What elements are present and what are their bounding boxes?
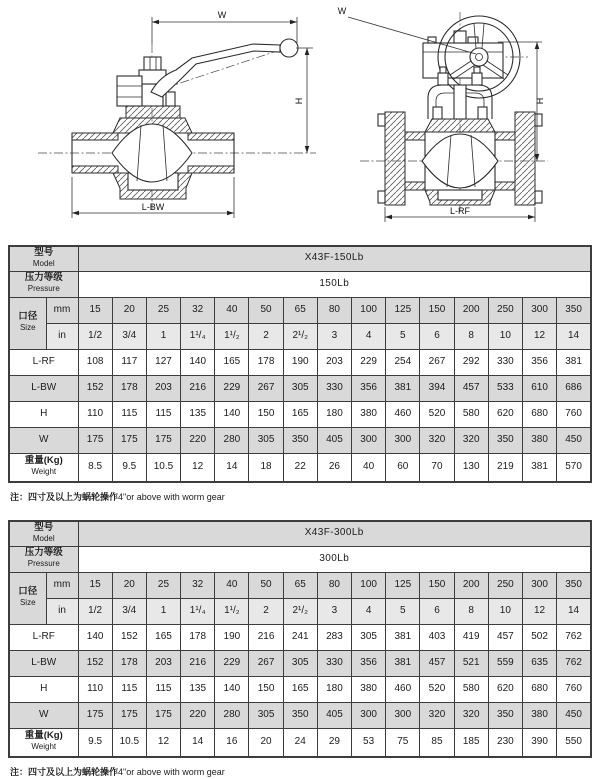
value-cell: 320	[420, 427, 454, 453]
spec-row	[9, 702, 591, 728]
size-mm-cell: 250	[488, 297, 522, 323]
spec-row	[9, 349, 591, 375]
size-in-cell: 1	[146, 323, 180, 349]
spec-row	[9, 676, 591, 702]
value-cell: 356	[522, 349, 556, 375]
value-cell: 403	[420, 624, 454, 650]
left-flange	[385, 112, 405, 205]
value-cell: 9.5	[112, 453, 146, 482]
value-cell: 533	[488, 375, 522, 401]
value-cell: 283	[317, 624, 351, 650]
spec-row	[9, 650, 591, 676]
value-cell: 110	[78, 676, 112, 702]
value-cell: 115	[146, 676, 180, 702]
value-cell: 22	[283, 453, 317, 482]
value-cell: 330	[317, 375, 351, 401]
lever-valve-drawing	[0, 0, 330, 245]
size-mm-cell: 32	[181, 572, 215, 598]
row-label: H	[9, 401, 78, 427]
size-mm-cell: 15	[78, 297, 112, 323]
dimensions	[72, 10, 313, 218]
value-cell: 381	[386, 375, 420, 401]
value-cell: 115	[146, 401, 180, 427]
value-cell: 178	[181, 624, 215, 650]
value-cell: 135	[181, 676, 215, 702]
value-cell: 762	[557, 650, 591, 676]
size-in-cell: 1	[146, 598, 180, 624]
size-in-cell: 1/2	[78, 598, 112, 624]
size-in-cell: 8	[454, 323, 488, 349]
value-cell: 216	[181, 375, 215, 401]
value-cell: 320	[420, 702, 454, 728]
value-cell: 165	[215, 349, 249, 375]
value-cell: 521	[454, 650, 488, 676]
spec-table-150lb	[8, 245, 592, 483]
value-cell: 152	[112, 624, 146, 650]
value-cell: 267	[249, 650, 283, 676]
size-mm-cell: 150	[420, 572, 454, 598]
value-cell: 405	[317, 702, 351, 728]
spec-row	[9, 624, 591, 650]
size-mm-cell: 300	[522, 297, 556, 323]
value-cell: 165	[283, 676, 317, 702]
dim-w-label: W	[337, 6, 347, 16]
size-in-cell: 3	[317, 598, 351, 624]
value-cell: 570	[557, 453, 591, 482]
value-cell: 216	[181, 650, 215, 676]
value-cell: 350	[488, 427, 522, 453]
value-cell: 26	[317, 453, 351, 482]
size-in-cell: 14	[557, 323, 591, 349]
size-in-cell: 4	[352, 598, 386, 624]
size-mm-cell: 150	[420, 297, 454, 323]
value-cell: 320	[454, 702, 488, 728]
size-mm-cell: 32	[181, 297, 215, 323]
value-cell: 559	[488, 650, 522, 676]
value-cell: 178	[112, 375, 146, 401]
value-cell: 190	[215, 624, 249, 650]
spec-row	[9, 453, 591, 482]
value-cell: 350	[283, 427, 317, 453]
row-label: L-BW	[9, 650, 78, 676]
value-cell: 254	[386, 349, 420, 375]
value-cell: 300	[386, 427, 420, 453]
value-cell: 20	[249, 728, 283, 757]
value-cell: 220	[181, 702, 215, 728]
size-in-cell: 2¹/₂	[283, 598, 317, 624]
row-label: 重量(Kg) Weight	[9, 453, 78, 482]
value-cell: 175	[146, 427, 180, 453]
value-cell: 150	[249, 676, 283, 702]
value-cell: 127	[146, 349, 180, 375]
size-in-cell: 14	[557, 598, 591, 624]
value-cell: 165	[283, 401, 317, 427]
size-in-cell: 10	[488, 598, 522, 624]
size-mm-cell: 350	[557, 297, 591, 323]
size-in-cell: 3/4	[112, 323, 146, 349]
value-cell: 380	[522, 702, 556, 728]
value-cell: 760	[557, 401, 591, 427]
model-label: 型号 Model	[9, 246, 78, 271]
value-cell: 460	[386, 676, 420, 702]
value-cell: 165	[146, 624, 180, 650]
value-cell: 580	[454, 401, 488, 427]
pressure-label: 压力等级 Pressure	[9, 271, 78, 297]
value-cell: 216	[249, 624, 283, 650]
value-cell: 117	[112, 349, 146, 375]
value-cell: 635	[522, 650, 556, 676]
row-label: W	[9, 702, 78, 728]
value-cell: 620	[488, 401, 522, 427]
value-cell: 305	[249, 427, 283, 453]
value-cell: 330	[488, 349, 522, 375]
value-cell: 70	[420, 453, 454, 482]
value-cell: 380	[522, 427, 556, 453]
value-cell: 419	[454, 624, 488, 650]
size-in-cell: 1¹/₂	[215, 323, 249, 349]
valve-body	[378, 112, 542, 205]
value-cell: 219	[488, 453, 522, 482]
right-flange	[515, 112, 535, 205]
value-cell: 230	[488, 728, 522, 757]
size-in-cell: 3	[317, 323, 351, 349]
dim-lbw-label: L-BW	[141, 202, 165, 212]
size-in-cell: 3/4	[112, 598, 146, 624]
value-cell: 229	[215, 650, 249, 676]
value-cell: 381	[386, 624, 420, 650]
row-label: H	[9, 676, 78, 702]
value-cell: 680	[522, 676, 556, 702]
size-mm-cell: 40	[215, 297, 249, 323]
model-value: X43F-300Lb	[78, 521, 591, 546]
row-label: L-BW	[9, 375, 78, 401]
size-in-cell: 8	[454, 598, 488, 624]
value-cell: 280	[215, 702, 249, 728]
value-cell: 380	[352, 401, 386, 427]
value-cell: 580	[454, 676, 488, 702]
size-in-cell: 4	[352, 323, 386, 349]
gear-valve-drawing	[330, 0, 600, 245]
value-cell: 14	[215, 453, 249, 482]
unit-mm: mm	[46, 572, 78, 598]
row-label: L-RF	[9, 349, 78, 375]
value-cell: 457	[488, 624, 522, 650]
value-cell: 300	[352, 702, 386, 728]
size-mm-cell: 100	[352, 297, 386, 323]
value-cell: 175	[78, 702, 112, 728]
size-in-cell: 6	[420, 598, 454, 624]
value-cell: 320	[454, 427, 488, 453]
value-cell: 381	[522, 453, 556, 482]
value-cell: 305	[352, 624, 386, 650]
spec-row	[9, 375, 591, 401]
dim-h-label: H	[294, 97, 304, 105]
value-cell: 350	[283, 702, 317, 728]
size-label: 口径 Size	[9, 297, 46, 349]
value-cell: 29	[317, 728, 351, 757]
value-cell: 292	[454, 349, 488, 375]
value-cell: 110	[78, 401, 112, 427]
gearbox	[423, 31, 503, 78]
size-mm-cell: 65	[283, 297, 317, 323]
valve-body	[72, 118, 234, 199]
value-cell: 178	[112, 650, 146, 676]
value-cell: 450	[557, 427, 591, 453]
spec-table-300lb	[8, 520, 592, 758]
value-cell: 135	[181, 401, 215, 427]
model-value: X43F-150Lb	[78, 246, 591, 271]
size-mm-row	[9, 572, 591, 598]
value-cell: 305	[283, 375, 317, 401]
value-cell: 330	[317, 650, 351, 676]
value-cell: 185	[454, 728, 488, 757]
size-mm-cell: 100	[352, 572, 386, 598]
size-mm-cell: 80	[317, 572, 351, 598]
value-cell: 502	[522, 624, 556, 650]
value-cell: 108	[78, 349, 112, 375]
value-cell: 381	[557, 349, 591, 375]
value-cell: 14	[181, 728, 215, 757]
size-in-cell: 1¹/₂	[215, 598, 249, 624]
size-mm-row	[9, 297, 591, 323]
dim-h-label: H	[535, 97, 545, 105]
size-in-cell: 5	[386, 598, 420, 624]
value-cell: 305	[283, 650, 317, 676]
model-row	[9, 521, 591, 546]
value-cell: 24	[283, 728, 317, 757]
value-cell: 381	[386, 650, 420, 676]
value-cell: 356	[352, 375, 386, 401]
value-cell: 220	[181, 427, 215, 453]
value-cell: 18	[249, 453, 283, 482]
value-cell: 550	[557, 728, 591, 757]
size-mm-cell: 25	[146, 572, 180, 598]
value-cell: 175	[78, 427, 112, 453]
table-note: 注：四寸及以上为蜗轮操作4"or above with worm gear	[10, 767, 225, 777]
value-cell: 140	[215, 676, 249, 702]
pressure-row	[9, 546, 591, 572]
value-cell: 356	[352, 650, 386, 676]
value-cell: 140	[181, 349, 215, 375]
size-in-cell: 2	[249, 323, 283, 349]
row-label: L-RF	[9, 624, 78, 650]
row-label: 重量(Kg) Weight	[9, 728, 78, 757]
value-cell: 8.5	[78, 453, 112, 482]
value-cell: 175	[146, 702, 180, 728]
value-cell: 267	[420, 349, 454, 375]
value-cell: 300	[386, 702, 420, 728]
pressure-label: 压力等级 Pressure	[9, 546, 78, 572]
value-cell: 152	[78, 375, 112, 401]
spec-table-body	[9, 349, 591, 482]
value-cell: 75	[386, 728, 420, 757]
value-cell: 203	[317, 349, 351, 375]
size-mm-cell: 20	[112, 572, 146, 598]
value-cell: 190	[283, 349, 317, 375]
size-in-cell: 2	[249, 598, 283, 624]
value-cell: 520	[420, 401, 454, 427]
value-cell: 180	[317, 401, 351, 427]
size-in-cell: 1¹/₄	[181, 598, 215, 624]
size-mm-cell: 50	[249, 297, 283, 323]
size-mm-cell: 25	[146, 297, 180, 323]
value-cell: 762	[557, 624, 591, 650]
row-label: W	[9, 427, 78, 453]
size-in-cell: 6	[420, 323, 454, 349]
pressure-row	[9, 271, 591, 297]
valve-drawings	[0, 0, 600, 245]
value-cell: 40	[352, 453, 386, 482]
pressure-value: 300Lb	[78, 546, 591, 572]
value-cell: 457	[420, 650, 454, 676]
value-cell: 140	[215, 401, 249, 427]
value-cell: 305	[249, 702, 283, 728]
value-cell: 457	[454, 375, 488, 401]
unit-in: in	[46, 323, 78, 349]
value-cell: 241	[283, 624, 317, 650]
value-cell: 380	[352, 676, 386, 702]
wheel-hub	[470, 48, 488, 66]
size-mm-cell: 15	[78, 572, 112, 598]
value-cell: 12	[146, 728, 180, 757]
value-cell: 12	[181, 453, 215, 482]
size-label: 口径 Size	[9, 572, 46, 624]
spec-row	[9, 728, 591, 757]
value-cell: 203	[146, 375, 180, 401]
value-cell: 152	[78, 650, 112, 676]
value-cell: 450	[557, 702, 591, 728]
size-mm-cell: 20	[112, 297, 146, 323]
value-cell: 620	[488, 676, 522, 702]
value-cell: 175	[112, 427, 146, 453]
size-in-cell: 12	[522, 598, 556, 624]
value-cell: 267	[249, 375, 283, 401]
unit-mm: mm	[46, 297, 78, 323]
value-cell: 115	[112, 676, 146, 702]
value-cell: 300	[352, 427, 386, 453]
spec-row	[9, 401, 591, 427]
size-in-row	[9, 323, 591, 349]
value-cell: 16	[215, 728, 249, 757]
value-cell: 520	[420, 676, 454, 702]
value-cell: 10.5	[112, 728, 146, 757]
value-cell: 229	[215, 375, 249, 401]
size-mm-cell: 125	[386, 297, 420, 323]
value-cell: 203	[146, 650, 180, 676]
dim-w-label: W	[217, 10, 227, 20]
value-cell: 10.5	[146, 453, 180, 482]
spec-tables	[8, 245, 592, 778]
size-mm-cell: 350	[557, 572, 591, 598]
value-cell: 686	[557, 375, 591, 401]
value-cell: 178	[249, 349, 283, 375]
value-cell: 140	[78, 624, 112, 650]
value-cell: 229	[352, 349, 386, 375]
value-cell: 460	[386, 401, 420, 427]
value-cell: 175	[112, 702, 146, 728]
size-in-cell: 10	[488, 323, 522, 349]
size-mm-cell: 80	[317, 297, 351, 323]
value-cell: 85	[420, 728, 454, 757]
size-mm-cell: 50	[249, 572, 283, 598]
value-cell: 394	[420, 375, 454, 401]
size-in-cell: 1¹/₄	[181, 323, 215, 349]
value-cell: 53	[352, 728, 386, 757]
spec-table-body	[9, 624, 591, 757]
lever-handle	[151, 39, 298, 97]
size-mm-cell: 200	[454, 297, 488, 323]
size-in-cell: 1/2	[78, 323, 112, 349]
size-in-row	[9, 598, 591, 624]
table-note: 注：四寸及以上为蜗轮操作4"or above with worm gear	[10, 492, 225, 502]
size-mm-cell: 200	[454, 572, 488, 598]
plug-section	[422, 134, 498, 188]
value-cell: 130	[454, 453, 488, 482]
value-cell: 180	[317, 676, 351, 702]
value-cell: 60	[386, 453, 420, 482]
size-in-cell: 12	[522, 323, 556, 349]
value-cell: 350	[488, 702, 522, 728]
size-mm-cell: 65	[283, 572, 317, 598]
pressure-value: 150Lb	[78, 271, 591, 297]
size-in-cell: 5	[386, 323, 420, 349]
value-cell: 9.5	[78, 728, 112, 757]
value-cell: 150	[249, 401, 283, 427]
model-row	[9, 246, 591, 271]
value-cell: 115	[112, 401, 146, 427]
size-mm-cell: 125	[386, 572, 420, 598]
value-cell: 280	[215, 427, 249, 453]
dim-lrf-label: L-RF	[450, 206, 470, 216]
size-mm-cell: 300	[522, 572, 556, 598]
spec-row	[9, 427, 591, 453]
value-cell: 405	[317, 427, 351, 453]
size-mm-cell: 40	[215, 572, 249, 598]
size-mm-cell: 250	[488, 572, 522, 598]
size-in-cell: 2¹/₂	[283, 323, 317, 349]
model-label: 型号 Model	[9, 521, 78, 546]
handle-ball	[280, 39, 298, 57]
value-cell: 760	[557, 676, 591, 702]
value-cell: 390	[522, 728, 556, 757]
value-cell: 680	[522, 401, 556, 427]
unit-in: in	[46, 598, 78, 624]
value-cell: 610	[522, 375, 556, 401]
